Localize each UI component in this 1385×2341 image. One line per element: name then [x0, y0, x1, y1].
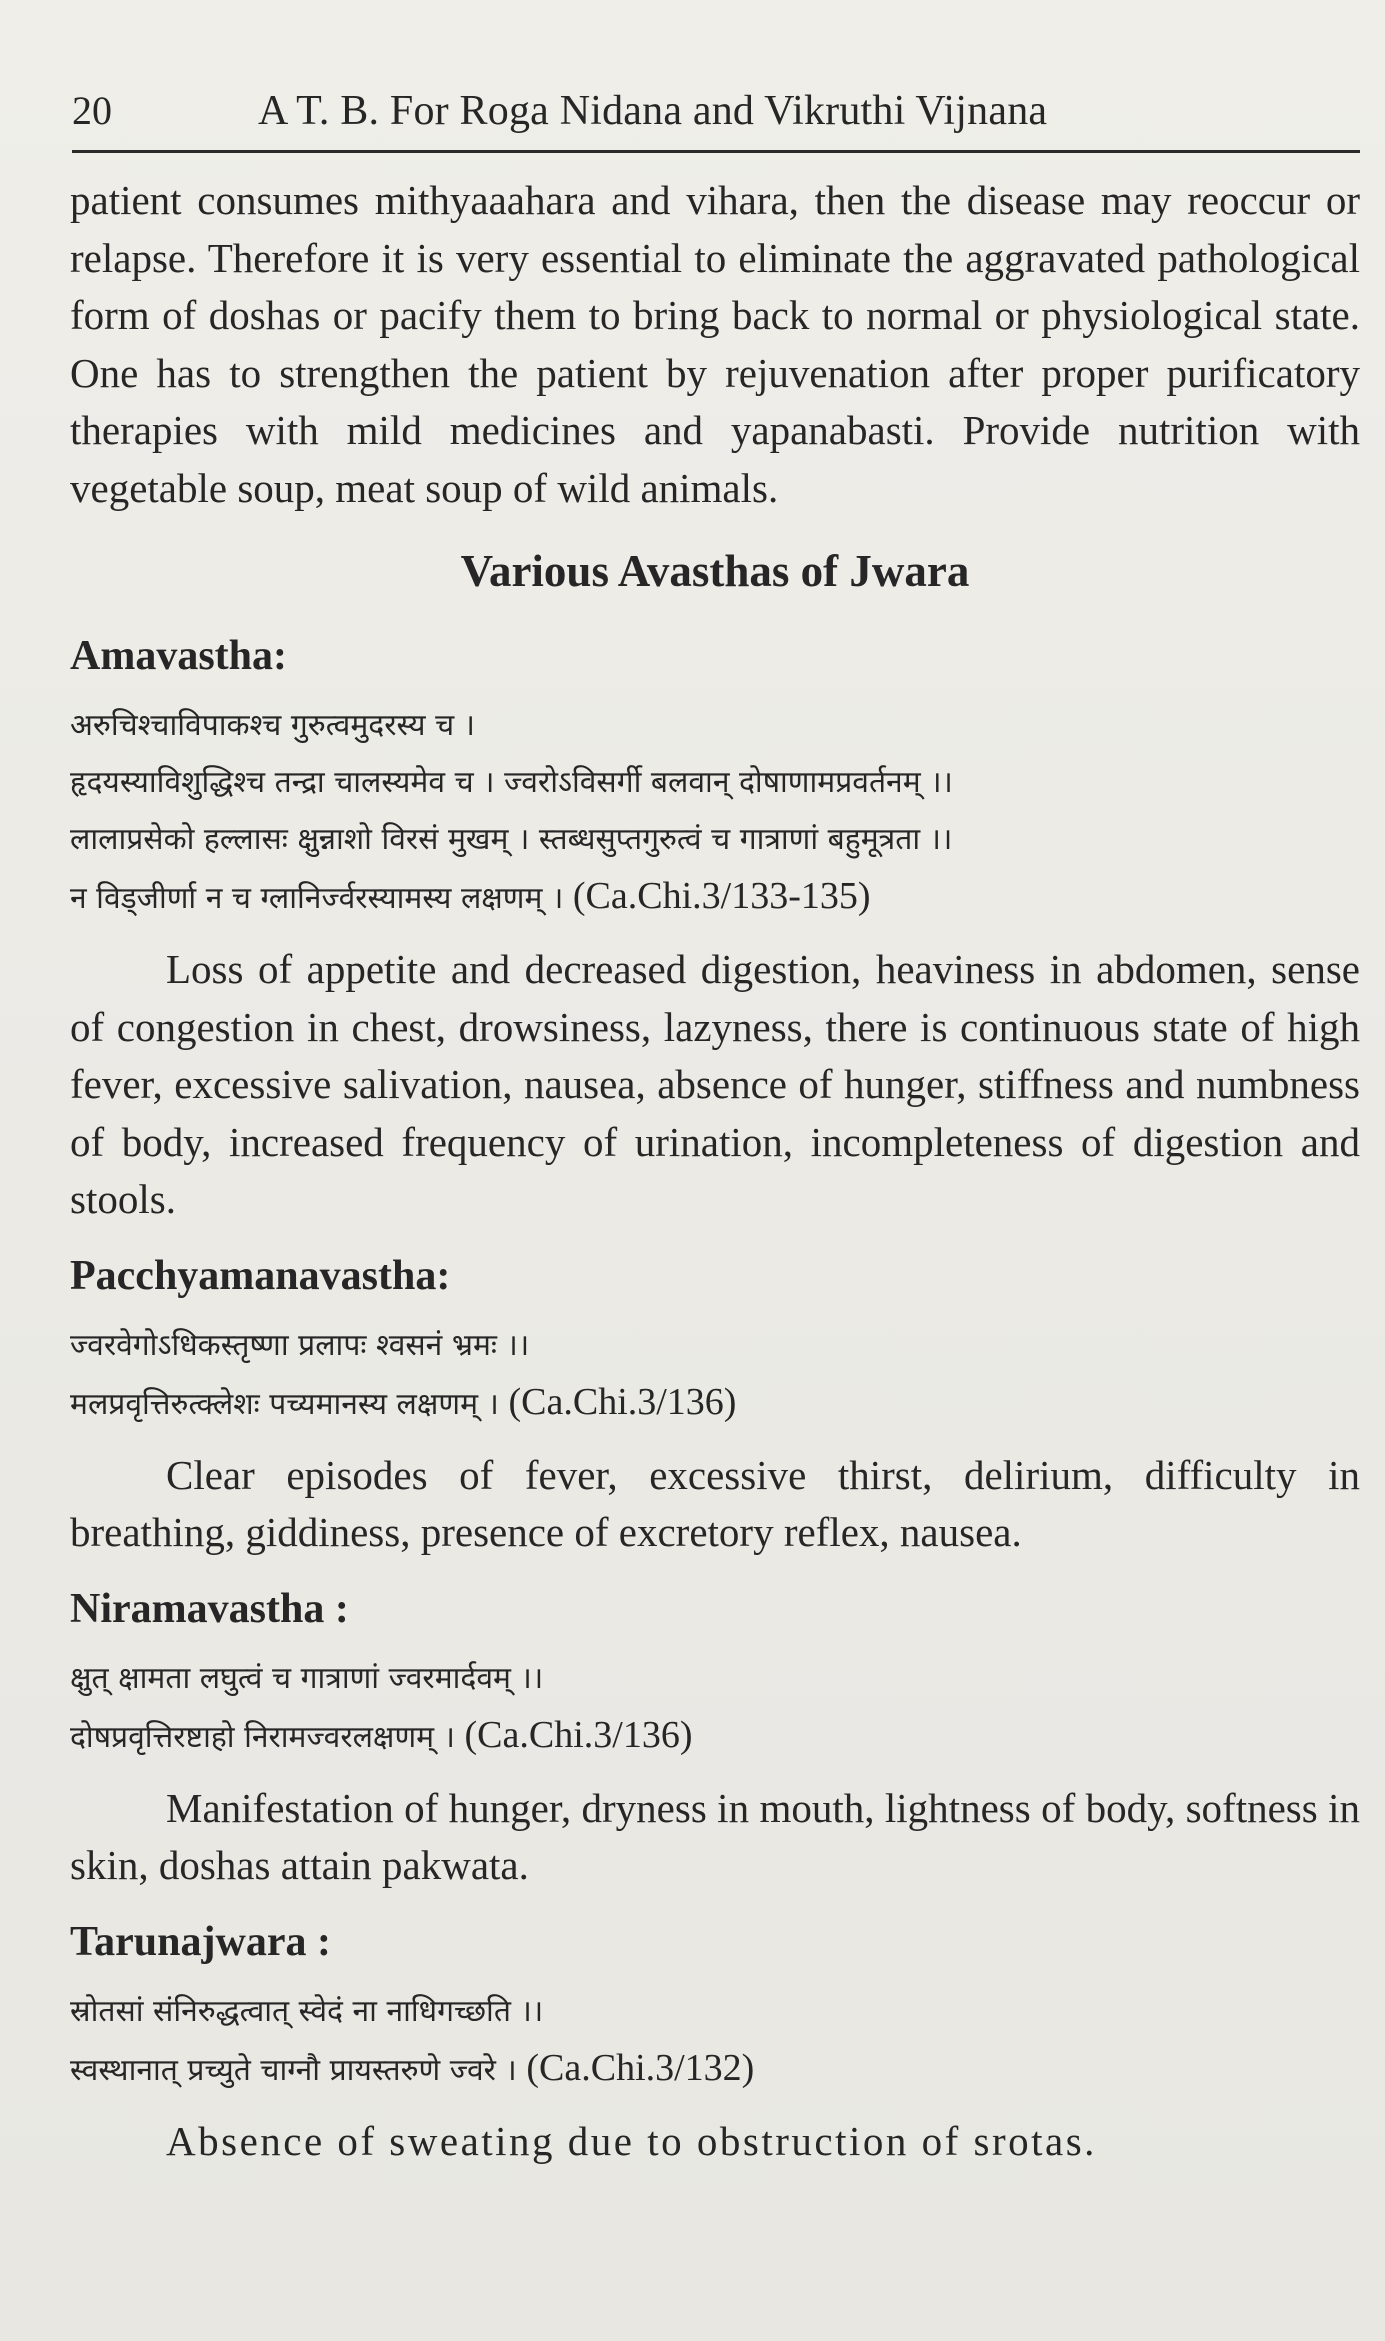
- page-body: [70, 172, 1360, 2170]
- sanskrit-verse-text: दोषप्रवृत्तिरष्टाहो निरामज्वरलक्षणम् ।: [70, 1719, 455, 1755]
- verse-reference: (Ca.Chi.3/136): [508, 1380, 737, 1423]
- explanation-paragraph: Loss of appetite and decreased digestion, heaviness in abdomen, sense of congestion in chest, drowsiness, lazyness, there is continuous state of high fever, excessive salivation, nausea, absence of hunger, stiffness and numbness of body, increased frequency of urination, incompleteness of digestion and stools.: [70, 946, 1360, 1222]
- sanskrit-verse: हृदयस्याविशुद्धिश्च तन्द्रा चालस्यमेव च । ज्वरोऽविसर्गी बलवान् दोषाणामप्रवर्तनम् ।।: [70, 765, 953, 800]
- section-heading: Niramavastha :: [70, 1585, 349, 1632]
- sanskrit-verse-with-reference: [70, 868, 1360, 927]
- sanskrit-verse-text: न विड्जीर्णा न च ग्लानिर्ज्वरस्यामस्य लक्षणम् ।: [70, 881, 564, 916]
- verse-reference: (Ca.Chi.3/132): [526, 2046, 755, 2089]
- page-header: [72, 80, 1360, 142]
- sanskrit-verse-with-reference: [70, 1374, 1360, 1433]
- explanation-paragraph: Manifestation of hunger, dryness in mouth, lightness of body, softness in skin, doshas attain pakwata.: [70, 1784, 1360, 1888]
- section-tarunajwara: [70, 1913, 1360, 2171]
- section-amavastha: [70, 627, 1360, 1229]
- sanskrit-verse-text: मलप्रवृत्तिरुत्क्लेशः पच्यमानस्य लक्षणम् ।: [70, 1386, 499, 1422]
- sanskrit-verse-with-reference: [70, 2040, 1360, 2099]
- section-heading: Pacchyamanavastha:: [70, 1252, 451, 1299]
- sanskrit-verse-text: स्वस्थानात् प्रच्युते चाग्नौ प्रायस्तरुणे ज्वरे ।: [70, 2052, 517, 2088]
- sanskrit-verse: लालाप्रसेको हल्लासः क्षुन्नाशो विरसं मुखम् । स्तब्धसुप्तगुरुत्वं च गात्राणां बहुमूत्रता ।।: [70, 822, 953, 857]
- sanskrit-verse: क्षुत् क्षामता लघुत्वं च गात्राणां ज्वरमार्दवम् ।।: [70, 1660, 544, 1696]
- explanation-paragraph: Absence of sweating due to obstruction of srotas.: [166, 2117, 1097, 2164]
- verse-reference: (Ca.Chi.3/136): [464, 1713, 693, 1756]
- section-heading: Tarunajwara :: [70, 1918, 331, 1965]
- intro-paragraph: patient consumes mithyaaahara and vihara, then the disease may reoccur or relapse. Therefore it is very essential to eliminate the aggravated pathological form of doshas or pacify them to bring back to normal or physiological state. One has to strengthen the patient by rejuvenation after proper purificatory therapies with mild medicines and yapanabasti. Provide nutrition with vegetable soup, meat soup of wild animals.: [70, 177, 1360, 511]
- sanskrit-verse-with-reference: [70, 1707, 1360, 1766]
- sanskrit-verse: स्रोतसां संनिरुद्धत्वात् स्वेदं ना नाधिगच्छति ।।: [70, 1993, 544, 2029]
- verse-reference: (Ca.Chi.3/133-135): [572, 875, 871, 917]
- header-divider: [72, 150, 1360, 153]
- explanation-paragraph: Clear episodes of fever, excessive thirst, delirium, difficulty in breathing, giddiness, presence of excretory reflex, nausea.: [70, 1451, 1360, 1555]
- section-niramavastha: [70, 1580, 1360, 1895]
- sanskrit-verse: अरुचिश्चाविपाकश्च गुरुत्वमुदरस्य च ।: [70, 708, 476, 743]
- running-title: A T. B. For Roga Nidana and Vikruthi Vijnana: [258, 88, 1048, 134]
- section-pacchyamanavastha: [70, 1247, 1360, 1562]
- sanskrit-verse: ज्वरवेगोऽधिकस्तृष्णा प्रलापः श्वसनं भ्रमः ।।: [70, 1327, 530, 1363]
- section-title: Various Avasthas of Jwara: [460, 546, 970, 596]
- page-number: 20: [72, 88, 112, 133]
- section-heading: Amavastha:: [70, 633, 287, 679]
